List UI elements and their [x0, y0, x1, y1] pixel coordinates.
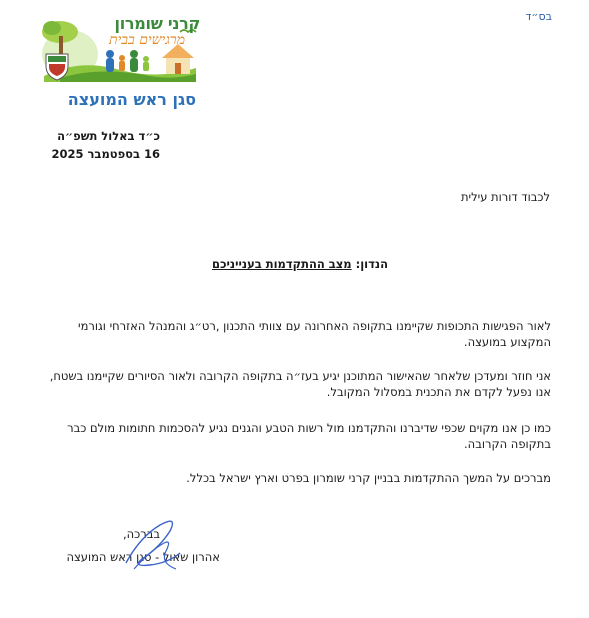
logo-slogan: מרגישים בבית — [109, 32, 185, 48]
body-paragraph-1: לאור הפגישות התכופות שקיימנו בתקופה האחרונה עם צוותי התכנון ,רט״ג והמנהל האזרחי וגורמי המקצוע במועצה. — [78, 319, 551, 349]
signer-line: אהרון שאול - סגן ראש המועצה — [66, 550, 220, 564]
body-paragraph-2: אני חוזר ומעדכן שלאחר שהאישור המתוכנן יגיע בעז״ה בתקופה הקרובה ולאור הסיורים שקיימנו בשטח, אנו נפעל לקדם את התכנית במסלול המקובל. — [49, 369, 551, 399]
recipient-line: לכבוד דורות עילית — [460, 190, 550, 204]
gregorian-date: 16 בספטמבר 2025 — [51, 147, 160, 161]
subject-label: הנדון: — [355, 257, 388, 271]
logo-name: קרני שומרון — [114, 14, 200, 33]
closing-greeting: בברכה, — [122, 527, 160, 541]
subject-text: מצב ההתקדמות בענייניכם — [211, 257, 352, 271]
bsd-mark: בס״ד — [525, 10, 552, 23]
subject-line — [100, 257, 388, 271]
role-title: סגן ראש המועצה — [67, 90, 196, 109]
signature-icon — [120, 517, 186, 575]
letter-date — [40, 127, 160, 163]
body-paragraph-3: כמו כן אנו מקוים שכפי שדיברנו והתקדמנו מול רשות הטבע והגנים נגיע להסכמות חתומות מולם כבר בתקופה הקרובה. — [67, 421, 551, 451]
hebrew-date: כ״ד באלול תשפ״ה — [57, 129, 160, 143]
body-paragraph-4: מברכים על המשך ההתקדמות בבניין קרני שומרון בפרט וארץ ישראל בכלל. — [186, 471, 551, 485]
